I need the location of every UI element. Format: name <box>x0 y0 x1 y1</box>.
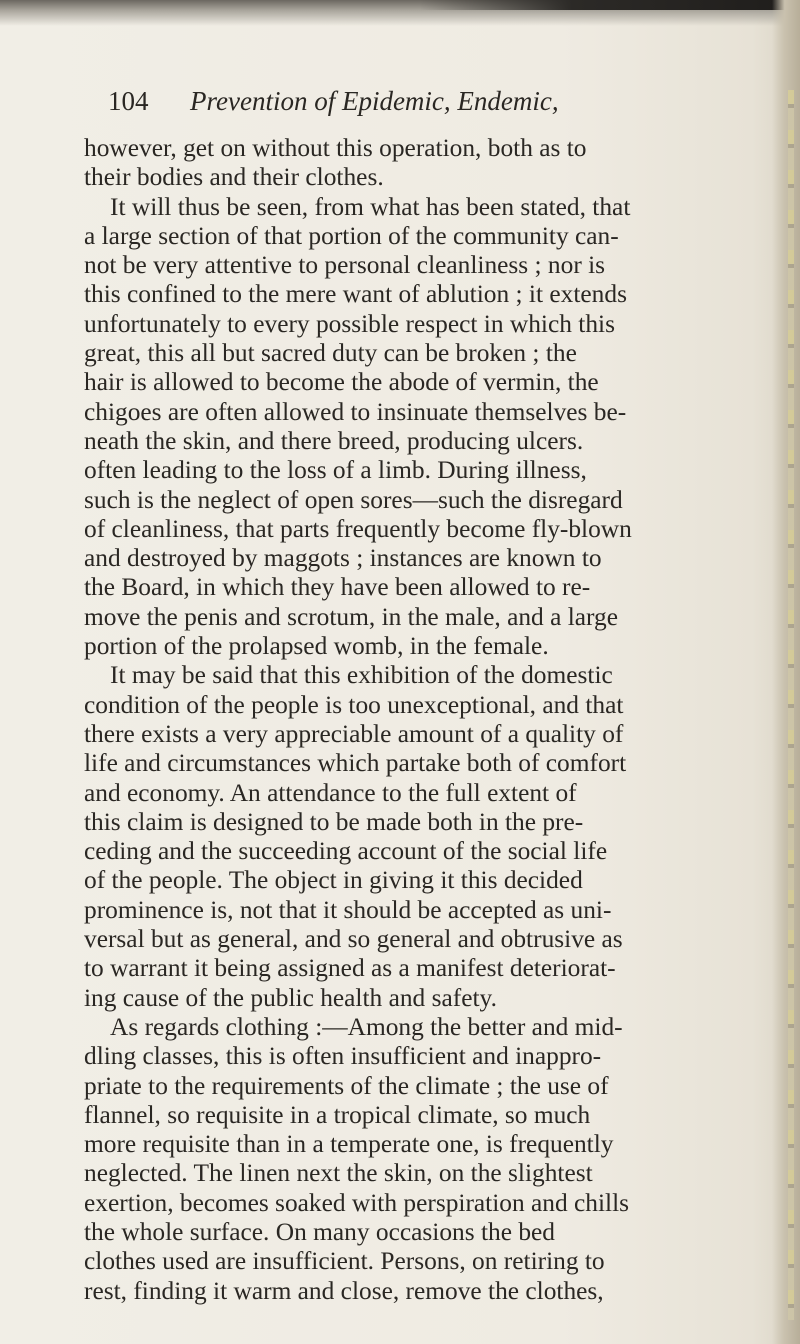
text-line: prominence is, not that it should be accepted as uni- <box>84 895 612 924</box>
text-line: ceding and the succeeding account of the social life <box>84 837 608 866</box>
text-line: hair is allowed to become the abode of vermin, the <box>84 368 599 397</box>
text-line: clothes used are insufficient. Persons, on retiring to <box>84 1247 605 1276</box>
text-line: exertion, becomes soaked with perspiration and chills <box>84 1188 630 1217</box>
text-line: there exists a very appreciable amount of a quality of <box>84 719 624 748</box>
text-line: a large section of that portion of the community can- <box>84 221 619 250</box>
text-line: neath the skin, and there breed, producing ulcers. <box>84 426 584 455</box>
text-line: condition of the people is too unexceptional, and that <box>84 690 624 719</box>
binding-shadow <box>420 0 800 10</box>
text-line: of cleanliness, that parts frequently become fly-blown <box>84 514 632 543</box>
text-line: such is the neglect of open sores—such the disregard <box>84 485 623 514</box>
body-text <box>84 134 784 1306</box>
text-line: and economy. An attendance to the full extent of <box>84 778 577 807</box>
text-line: It will thus be seen, from what has been stated, that <box>110 192 631 221</box>
text-line: life and circumstances which partake both of comfort <box>84 749 627 778</box>
text-line: this confined to the mere want of ablution ; it extends <box>84 280 627 309</box>
text-line: not be very attentive to personal cleanliness ; nor is <box>84 251 606 280</box>
text-line: priate to the requirements of the climate ; the use of <box>84 1071 609 1100</box>
text-line: however, get on without this operation, both as to <box>84 134 587 162</box>
text-line: more requisite than in a temperate one, is frequently <box>84 1130 614 1159</box>
text-line: the whole surface. On many occasions the bed <box>84 1217 555 1246</box>
text-line: this claim is designed to be made both in the pre- <box>84 807 584 836</box>
text-line: As regards clothing :—Among the better and mid- <box>110 1012 623 1041</box>
text-line: neglected. The linen next the skin, on the slightest <box>84 1159 593 1188</box>
text-line: ing cause of the public health and safety. <box>84 983 497 1012</box>
text-line: great, this all but sacred duty can be broken ; the <box>84 339 577 368</box>
text-line: of the people. The object in giving it this decided <box>84 866 583 895</box>
text-line: rest, finding it warm and close, remove the clothes, <box>84 1276 604 1305</box>
running-title: Prevention of Epidemic, Endemic, <box>190 86 559 116</box>
text-line: and destroyed by maggots ; instances are known to <box>84 544 602 573</box>
text-line: portion of the prolapsed womb, in the female. <box>84 632 549 661</box>
text-line: flannel, so requisite in a tropical climate, so much <box>84 1100 591 1129</box>
page-edge-stack <box>788 90 794 1320</box>
text-line: to warrant it being assigned as a manifest deteriorat- <box>84 954 616 983</box>
text-line: versal but as general, and so general and obtrusive as <box>84 925 623 954</box>
text-line: their bodies and their clothes. <box>84 163 384 192</box>
text-line: chigoes are often allowed to insinuate themselves be- <box>84 397 627 426</box>
text-line: It may be said that this exhibition of the domestic <box>110 661 613 690</box>
page-number: 104 <box>108 86 149 116</box>
text-line: the Board, in which they have been allowed to re- <box>84 573 591 602</box>
text-line: dling classes, this is often insufficient and inappro- <box>84 1042 602 1071</box>
text-line: move the penis and scrotum, in the male, and a large <box>84 602 618 631</box>
text-line: unfortunately to every possible respect in which this <box>84 309 615 338</box>
page-header <box>108 86 748 126</box>
text-line: often leading to the loss of a limb. During illness, <box>84 456 587 485</box>
